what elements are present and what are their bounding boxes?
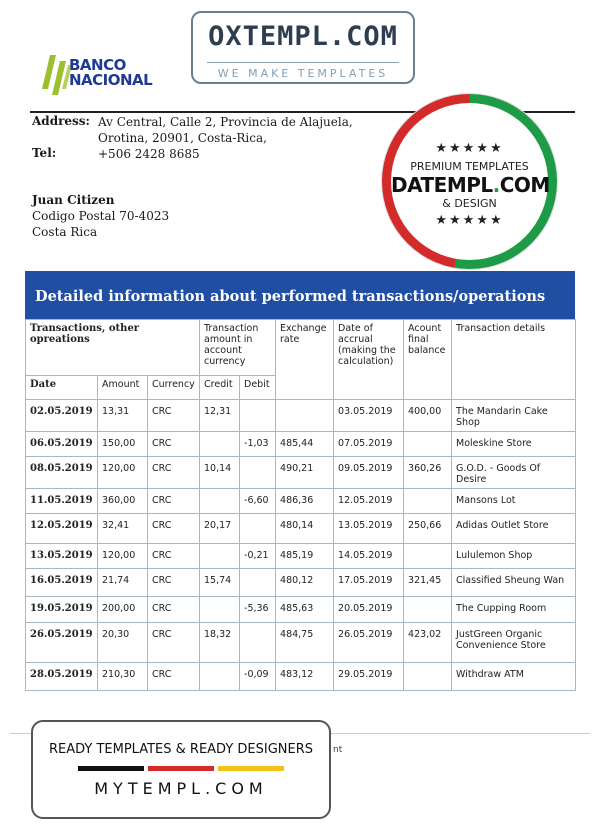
watermark-round-line2: [391, 173, 548, 197]
cell-details: The Cupping Room: [452, 597, 576, 623]
cell-debit: [240, 457, 276, 489]
cell-amount: 120,00: [98, 457, 148, 489]
cell-credit: [200, 489, 240, 514]
watermark-top-subtitle: WE MAKE TEMPLATES: [217, 67, 389, 80]
cell-rate: 485,44: [276, 432, 334, 457]
cell-debit: [240, 569, 276, 597]
bar-red: [148, 766, 214, 771]
telephone-value: +506 2428 8685: [98, 147, 200, 161]
address-value: [98, 114, 353, 162]
cell-details: G.O.D. - Goods Of Desire: [452, 457, 576, 489]
cell-currency: CRC: [148, 623, 200, 663]
table-row: [26, 569, 576, 597]
cell-balance: 250,66: [404, 514, 452, 544]
cell-date: 08.05.2019: [26, 457, 98, 489]
header-date: Date: [26, 376, 98, 400]
customer-country: Costa Rica: [32, 225, 98, 239]
cell-credit: 15,74: [200, 569, 240, 597]
watermark-round-tld: COM: [499, 173, 550, 197]
cell-date: 12.05.2019: [26, 514, 98, 544]
address-line2: Orotina, 20901, Costa-Rica,: [98, 131, 267, 145]
header-exchange-rate: Exchange rate: [276, 320, 334, 400]
cell-debit: -5,36: [240, 597, 276, 623]
cell-currency: CRC: [148, 514, 200, 544]
cell-rate: 486,36: [276, 489, 334, 514]
cell-details: JustGreen Organic Convenience Store: [452, 623, 576, 663]
watermark-round-inner: [391, 103, 548, 260]
cell-credit: [200, 663, 240, 691]
table-row: [26, 514, 576, 544]
cell-debit: [240, 623, 276, 663]
bar-yellow: [218, 766, 284, 771]
cell-details: The Mandarin Cake Shop: [452, 400, 576, 432]
cell-accrual: 09.05.2019: [334, 457, 404, 489]
cell-balance: [404, 663, 452, 691]
header-debit: Debit: [240, 376, 276, 400]
cell-details: Moleskine Store: [452, 432, 576, 457]
header-accrual-date: Date of accrual (making the calculation): [334, 320, 404, 400]
cell-credit: [200, 544, 240, 569]
cell-date: 02.05.2019: [26, 400, 98, 432]
cell-credit: 18,32: [200, 623, 240, 663]
cell-accrual: 07.05.2019: [334, 432, 404, 457]
cell-amount: 13,31: [98, 400, 148, 432]
cell-debit: -0,21: [240, 544, 276, 569]
cell-currency: CRC: [148, 457, 200, 489]
cell-accrual: 03.05.2019: [334, 400, 404, 432]
cell-date: 13.05.2019: [26, 544, 98, 569]
cell-debit: -1,03: [240, 432, 276, 457]
cell-rate: 480,12: [276, 569, 334, 597]
cell-rate: [276, 400, 334, 432]
cell-debit: [240, 400, 276, 432]
table-row: [26, 663, 576, 691]
transactions-table-container: [25, 271, 575, 691]
footer-partial-text: nt: [333, 745, 343, 755]
watermark-top-title: OXTEMPL.COM: [208, 21, 398, 52]
cell-details: Adidas Outlet Store: [452, 514, 576, 544]
cell-rate: 480,14: [276, 514, 334, 544]
cell-currency: CRC: [148, 432, 200, 457]
cell-date: 11.05.2019: [26, 489, 98, 514]
watermark-bottom-line1: READY TEMPLATES & READY DESIGNERS: [48, 742, 314, 757]
cell-amount: 32,41: [98, 514, 148, 544]
cell-accrual: 29.05.2019: [334, 663, 404, 691]
table-banner: Detailed information about performed transactions/operations: [25, 271, 575, 319]
table-row: [26, 400, 576, 432]
watermark-round-seal: [382, 94, 557, 269]
cell-currency: CRC: [148, 569, 200, 597]
watermark-bottom-box: [31, 720, 331, 819]
watermark-round-brand: DATEMPL: [391, 173, 493, 197]
cell-details: Lululemon Shop: [452, 544, 576, 569]
cell-date: 19.05.2019: [26, 597, 98, 623]
customer-name: Juan Citizen: [32, 193, 115, 207]
watermark-bottom-line2: MYTEMPL.COM: [94, 779, 268, 798]
cell-currency: CRC: [148, 400, 200, 432]
cell-balance: 400,00: [404, 400, 452, 432]
cell-amount: 360,00: [98, 489, 148, 514]
cell-credit: [200, 432, 240, 457]
header-amount-currency: Transaction amount in account currency: [200, 320, 276, 376]
address-label: Address:: [32, 114, 90, 128]
cell-credit: 12,31: [200, 400, 240, 432]
watermark-round-line3: & DESIGN: [442, 197, 497, 210]
cell-details: Withdraw ATM: [452, 663, 576, 691]
cell-currency: CRC: [148, 597, 200, 623]
stars-top-icon: ★★★★★: [435, 141, 504, 156]
table-row: [26, 597, 576, 623]
cell-debit: [240, 514, 276, 544]
cell-date: 16.05.2019: [26, 569, 98, 597]
cell-amount: 20,30: [98, 623, 148, 663]
cell-balance: 321,45: [404, 569, 452, 597]
cell-debit: -0,09: [240, 663, 276, 691]
cell-credit: 10,14: [200, 457, 240, 489]
cell-rate: 485,19: [276, 544, 334, 569]
cell-currency: CRC: [148, 663, 200, 691]
customer-postal: Codigo Postal 70-4023: [32, 209, 170, 223]
transactions-table: [25, 319, 576, 691]
address-line1: Av Central, Calle 2, Provincia de Alajuela,: [98, 115, 353, 129]
header-final-balance: Acount final balance: [404, 320, 452, 400]
cell-balance: [404, 544, 452, 569]
cell-debit: -6,60: [240, 489, 276, 514]
cell-balance: [404, 432, 452, 457]
cell-date: 26.05.2019: [26, 623, 98, 663]
header-amount: Amount: [98, 376, 148, 400]
cell-rate: 490,21: [276, 457, 334, 489]
cell-accrual: 17.05.2019: [334, 569, 404, 597]
cell-accrual: 13.05.2019: [334, 514, 404, 544]
cell-accrual: 26.05.2019: [334, 623, 404, 663]
cell-amount: 120,00: [98, 544, 148, 569]
bank-name-line1: BANCO: [69, 56, 126, 74]
cell-rate: 484,75: [276, 623, 334, 663]
cell-credit: 20,17: [200, 514, 240, 544]
cell-accrual: 20.05.2019: [334, 597, 404, 623]
watermark-top-divider: [207, 62, 399, 63]
telephone-label: Tel:: [32, 146, 57, 160]
bank-name-line2: NACIONAL: [69, 71, 153, 89]
table-row: [26, 623, 576, 663]
watermark-color-bars: [76, 766, 286, 771]
cell-credit: [200, 597, 240, 623]
customer-block: [32, 192, 169, 240]
header-currency: Currency: [148, 376, 200, 400]
table-row: [26, 489, 576, 514]
table-row: [26, 432, 576, 457]
cell-amount: 210,30: [98, 663, 148, 691]
cell-rate: 483,12: [276, 663, 334, 691]
bar-black: [78, 766, 144, 771]
cell-date: 28.05.2019: [26, 663, 98, 691]
bank-name: [69, 58, 152, 88]
cell-rate: 485,63: [276, 597, 334, 623]
table-row: [26, 544, 576, 569]
watermark-top-box: [191, 11, 415, 84]
cell-balance: 360,26: [404, 457, 452, 489]
cell-currency: CRC: [148, 544, 200, 569]
header-transactions: Transactions, other opreations: [26, 320, 200, 376]
stars-bottom-icon: ★★★★★: [435, 213, 504, 228]
cell-amount: 150,00: [98, 432, 148, 457]
cell-accrual: 14.05.2019: [334, 544, 404, 569]
cell-currency: CRC: [148, 489, 200, 514]
cell-details: Mansons Lot: [452, 489, 576, 514]
cell-amount: 21,74: [98, 569, 148, 597]
header-credit: Credit: [200, 376, 240, 400]
cell-balance: [404, 489, 452, 514]
watermark-round-line1: PREMIUM TEMPLATES: [410, 160, 529, 173]
cell-amount: 200,00: [98, 597, 148, 623]
cell-accrual: 12.05.2019: [334, 489, 404, 514]
header-details: Transaction details: [452, 320, 576, 400]
cell-date: 06.05.2019: [26, 432, 98, 457]
watermark-round-dot: .: [492, 173, 500, 197]
cell-details: Classified Sheung Wan: [452, 569, 576, 597]
cell-balance: 423,02: [404, 623, 452, 663]
table-row: [26, 457, 576, 489]
cell-balance: [404, 597, 452, 623]
